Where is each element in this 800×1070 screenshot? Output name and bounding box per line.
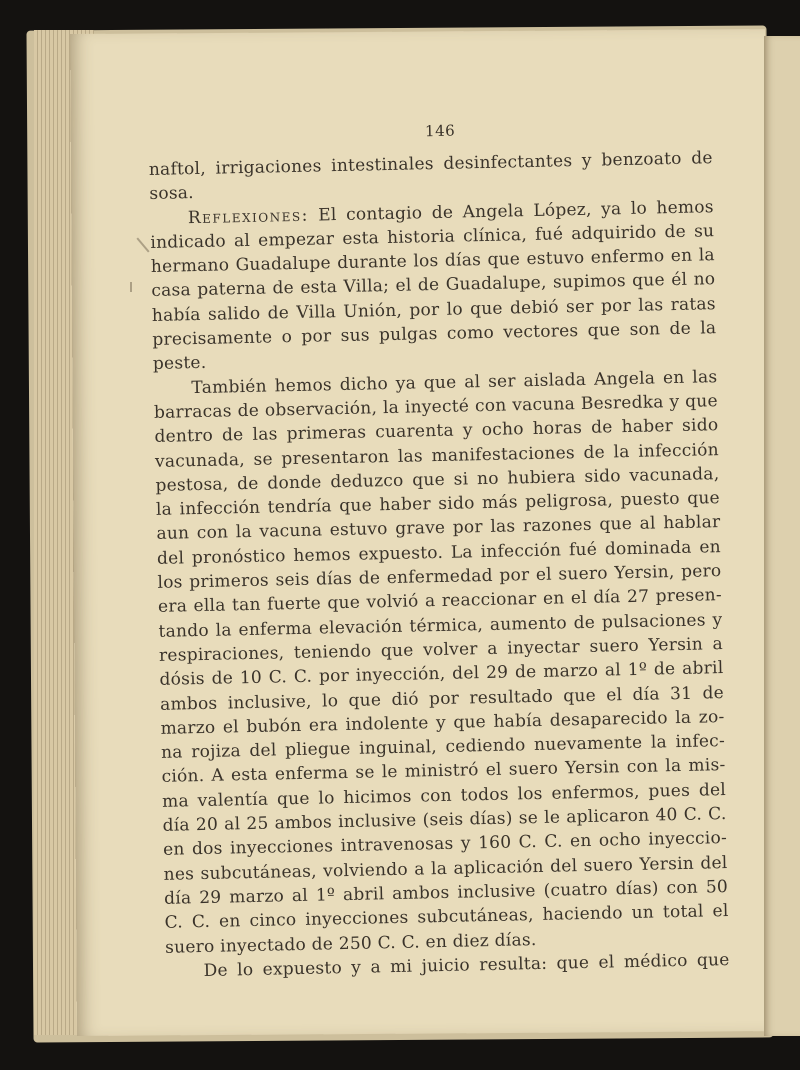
line-text: era ella tan fuerte que volvió a reaccionar en el día 27 presen- <box>157 585 723 618</box>
line-text: nes subcutáneas, volviendo a la aplicación del suero Yersin del <box>163 852 728 885</box>
margin-mark <box>130 282 132 292</box>
line-text: del pronóstico hemos expuesto. La infección fué dominada en <box>156 536 722 569</box>
line-text: De lo expuesto y a mi juicio resulta: que el médico que <box>203 949 730 981</box>
line-text: peste. <box>152 353 207 375</box>
line-text: aun con la vacuna estuvo grave por las razones que al hablar <box>156 512 721 545</box>
line-text: los primeros seis días de enfermedad por el suero Yersin, pero <box>157 561 722 593</box>
line-text: ción. A esta enferma se le ministró el suero Yersin con la mis- <box>161 755 726 788</box>
line-text: la infección tendría que haber sido más peligrosa, puesto que <box>155 488 721 521</box>
line-text: También hemos dicho ya que al ser aislada Angela en las <box>191 366 718 398</box>
line-text: vacunada, se presentaron las manifestaciones de la infección <box>154 439 720 472</box>
body-text <box>149 146 730 984</box>
section-heading: Reflexiones: <box>187 205 310 228</box>
line-text: día 29 marzo al 1º abril ambos inclusive (cuatro días) con 50 <box>163 876 729 909</box>
line-text: había salido de Villa Unión, por lo que debió ser por las ratas <box>151 293 717 326</box>
facing-page-edge <box>764 36 800 1036</box>
line-text: hermano Guadalupe durante los días que estuvo enfermo en la <box>150 245 716 278</box>
line-text: dentro de las primeras cuarenta y ocho horas de haber sido <box>154 415 719 448</box>
line-text: día 20 al 25 ambos inclusive (seis días) se le aplicaron 40 C. C. <box>162 804 727 836</box>
line-text: precisamente o por sus pulgas como vectores que son de la <box>152 318 717 351</box>
line-text: barracas de observación, la inyecté con vacuna Besredka y que <box>153 391 719 423</box>
page-number: 146 <box>424 121 456 141</box>
line-text: dósis de 10 C. C. por inyección, del 29 de marzo al 1º de abril <box>159 658 724 691</box>
line-text: C. C. en cinco inyecciones subcutáneas, haciendo un total el <box>164 901 729 934</box>
line-text: naftol, irrigaciones intestinales desinfectantes y benzoato de <box>148 148 713 180</box>
line-text: ma valentía que lo hicimos con todos los enfermos, pues del <box>161 779 727 812</box>
line-text: respiraciones, teniendo que volver a inyectar suero Yersin a <box>158 634 724 666</box>
line-text: El contagio de Angela López, ya lo hemos <box>308 196 714 226</box>
line-text: indicado al empezar esta historia clínica, fué adquirido de su <box>150 221 715 253</box>
line-text: na rojiza del pliegue inguinal, cediendo nuevamente la infec- <box>160 731 726 763</box>
line-text: en dos inyecciones intravenosas y 160 C. C. en ocho inyeccio- <box>162 828 728 861</box>
line-text: tando la enferma elevación térmica, aumento de pulsaciones y <box>158 609 723 642</box>
line-text: marzo el bubón era indolente y que había desaparecido la zo- <box>160 706 725 739</box>
line-text: ambos inclusive, lo que dió por resultado que el día 31 de <box>159 682 725 715</box>
line-text: sosa. <box>149 183 195 205</box>
line-text: pestosa, de donde deduzco que si no hubiera sido vacunada, <box>155 463 720 496</box>
line-text: casa paterna de esta Villa; el de Guadalupe, supimos que él no <box>151 269 716 302</box>
text-block <box>148 116 730 984</box>
line-text: suero inyectado de 250 C. C. en diez días. <box>164 929 537 958</box>
